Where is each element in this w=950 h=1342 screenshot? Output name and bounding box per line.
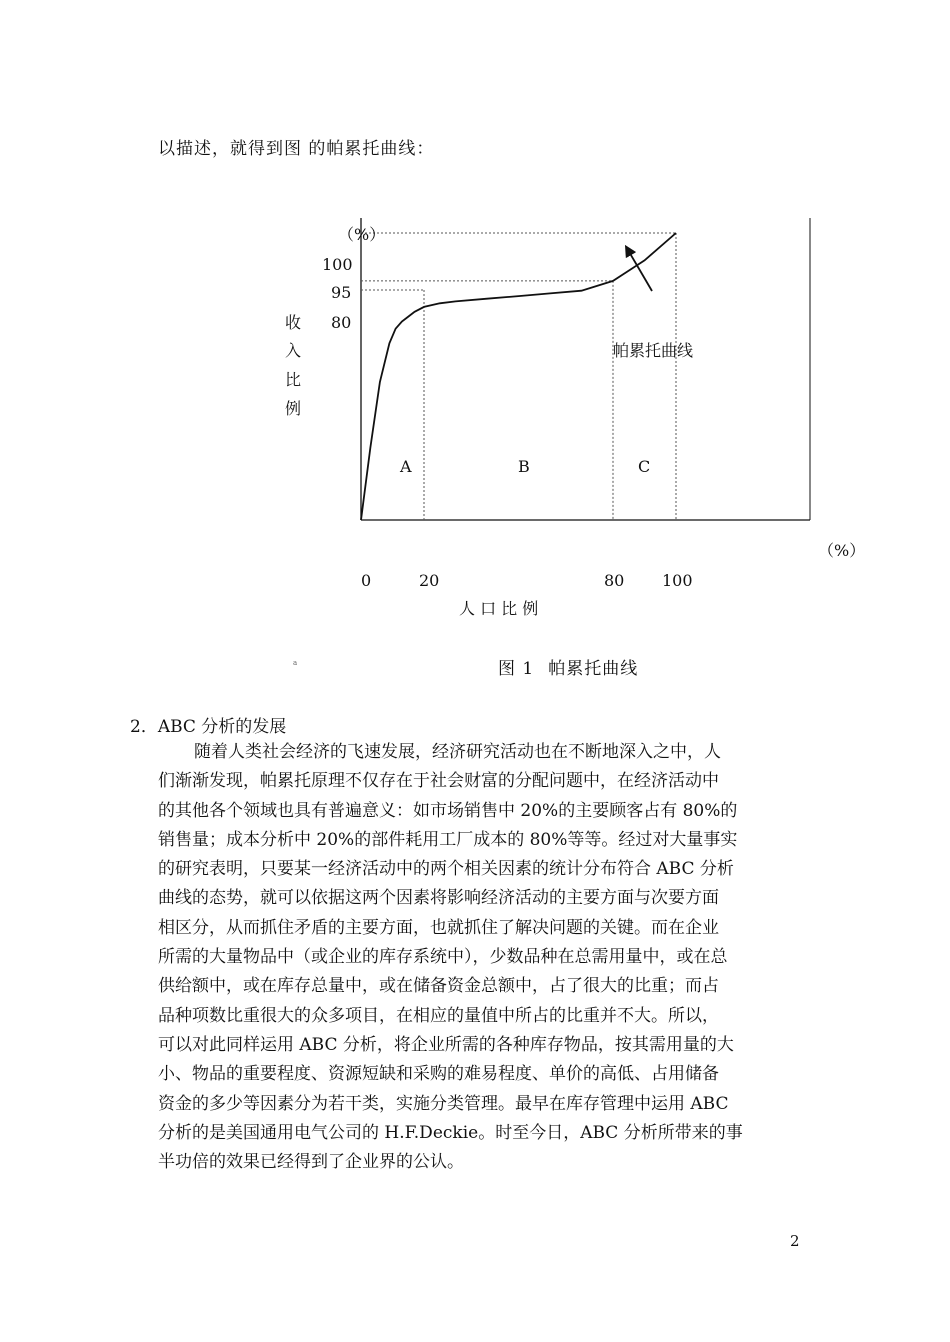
paragraph-line: 资金的多少等因素分为若干类，实施分类管理。最早在库存管理中运用 ABC	[158, 1093, 729, 1114]
paragraph-line: 的研究表明，只要某一经济活动中的两个相关因素的统计分布符合 ABC 分析	[158, 859, 734, 880]
paragraph-line: 所需的大量物品中（或企业的库存系统中），少数品种在总需用量中，或在总	[158, 947, 728, 968]
body-paragraph	[158, 738, 800, 1177]
intro-text: 以描述，就得到图 的帕累托曲线：	[158, 139, 435, 159]
y-tick-label: 100	[322, 255, 353, 274]
x-unit-label: （%）	[818, 541, 866, 560]
paragraph-line: 品种项数比重很大的众多项目，在相应的量值中所占的比重并不大。所以，	[158, 1005, 719, 1026]
x-tick-label: 100	[662, 571, 693, 590]
guide-lines	[361, 233, 676, 520]
figure-caption	[498, 654, 638, 679]
paragraph-line: 供给额中，或在库存总量中，或在储备资金总额中，占了很大的比重；而占	[158, 976, 719, 997]
pareto-curve-line	[361, 233, 676, 520]
x-tick-label: 0	[361, 571, 372, 590]
x-tick-label: 80	[604, 571, 625, 590]
y-tick-label: 95	[331, 283, 352, 302]
figure-caption-title: 帕累托曲线	[548, 659, 639, 679]
region-label-b: B	[518, 457, 530, 476]
y-unit-label: （%）	[338, 225, 386, 244]
paragraph-line: 销售量；成本分析中 20%的部件耗用工厂成本的 80%等等。经过对大量事实	[158, 829, 738, 850]
y-axis-label-char: 入	[285, 341, 302, 360]
x-axis-label: 人 口 比 例	[459, 599, 539, 618]
y-tick-label: 80	[331, 313, 352, 332]
pareto-chart	[0, 0, 950, 640]
paragraph-line: 可以对此同样运用 ABC 分析，将企业所需的各种库存物品，按其需用量的大	[158, 1034, 734, 1055]
paragraph-line: 随着人类社会经济的飞速发展，经济研究活动也在不断地深入之中，人	[194, 742, 721, 762]
x-tick-label: 20	[419, 571, 440, 590]
curve-annotation: 帕累托曲线	[613, 341, 694, 360]
chart-axes	[361, 218, 810, 520]
page-number: 2	[790, 1232, 800, 1250]
paragraph-line: 们渐渐发现，帕累托原理不仅存在于社会财富的分配问题中，在经济活动中	[158, 771, 719, 792]
paragraph-line: 半功倍的效果已经得到了企业界的公认。	[158, 1152, 464, 1173]
paragraph-line: 的其他各个领域也具有普遍意义：如市场销售中 20%的主要顾客占有 80%的	[158, 800, 738, 821]
y-axis-label-char: 例	[285, 399, 302, 418]
region-label-c: C	[638, 457, 651, 476]
paragraph-line: 小、物品的重要程度、资源短缺和采购的难易程度、单价的高低、占用储备	[158, 1064, 719, 1085]
stray-mark: a	[293, 659, 298, 667]
figure-caption-label: 图 1	[498, 659, 535, 679]
section-title: 2．ABC 分析的发展	[130, 717, 287, 737]
y-axis-label-char: 收	[285, 313, 302, 332]
region-label-a: A	[400, 457, 412, 476]
y-axis-label-char: 比	[285, 370, 302, 389]
paragraph-line: 曲线的态势，就可以依据这两个因素将影响经济活动的主要方面与次要方面	[158, 888, 719, 909]
paragraph-line: 相区分，从而抓住矛盾的主要方面，也就抓住了解决问题的关键。而在企业	[158, 917, 719, 938]
paragraph-line: 分析的是美国通用电气公司的 H.F.Deckie。时至今日，ABC 分析所带来的事	[158, 1122, 743, 1143]
